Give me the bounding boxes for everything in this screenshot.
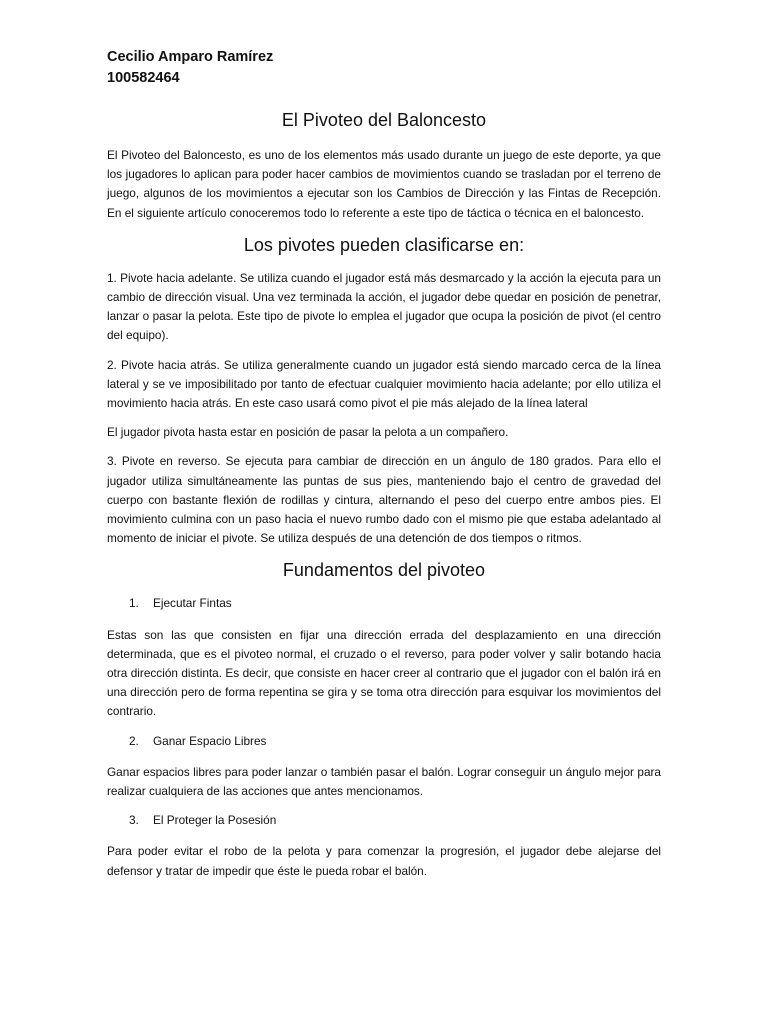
list-number: 3. — [129, 813, 139, 828]
intro-paragraph: El Pivoteo del Baloncesto, es uno de los elementos más usado durante un juego de este deporte, ya que los jugadores lo aplican para poder hacer cambios de movimientos cuando se trasladan por el terreno de juego, algunos de los movimientos a ejecutar son los Cambios de Dirección y las Fintas de Recepción. En el siguiente artículo conoceremos todo lo referente a este tipo de táctica o técnica en el baloncesto. — [107, 148, 661, 220]
list-label: Ganar Espacio Libres — [153, 733, 267, 748]
pivot-backward-paragraph: 2. Pivote hacia atrás. Se utiliza generalmente cuando un jugador está siendo marcado cerca de la línea lateral y se ve imposibilitado por tanto de efectuar cualquier movimiento hacia adelante; por ello utiliza el movimiento hacia atrás. En este caso usará como pivot el pie más alejado de la línea lateral — [107, 357, 661, 411]
list-label: Ejecutar Fintas — [153, 596, 232, 611]
fundamental-text-2: Ganar espacios libres para poder lanzar o también pasar el balón. Lograr conseguir un ángulo mejor para realizar cualquiera de las acciones que antes mencionamos. — [107, 764, 661, 799]
list-label: El Proteger la Posesión — [153, 813, 277, 828]
fundamental-text-3: Para poder evitar el robo de la pelota y para comenzar la progresión, el jugador debe alejarse del defensor y tratar de impedir que éste le pueda robar el balón. — [107, 844, 661, 878]
pivot-reverse-paragraph: 3. Pivote en reverso. Se ejecuta para cambiar de dirección en un ángulo de 180 grados. Para ello el jugador utiliza simultáneamente las puntas de sus pies, manteniendo bajo el centro de gravedad del cuerpo con bastante flexión de rodillas y cintura, alternando el peso del cuerpo entre ambos pies. El movimiento culmina con un paso hacia el nuevo rumbo dado con el mismo pie que estaba adelantado al momento de iniciar el pivote. Se utiliza después de una detención de dos tiempos o ritmos. — [107, 454, 661, 546]
fundamental-text-1: Estas son las que consisten en fijar una dirección errada del desplazamiento en una dirección determinada, que es el pivoteo normal, el cruzado o el reverso, para poder volver y salir botando hacia otra dirección distinta. Es decir, que consiste en hacer creer al contrario que el jugador con el balón irá en una dirección pero de forma repentina se gira y se toma otra dirección para esquivar los movimientos del contrario. — [107, 627, 661, 719]
pivot-pass-paragraph: El jugador pivota hasta estar en posición de pasar la pelota a un compañero. — [107, 425, 509, 440]
fundamental-item-2 — [107, 732, 661, 751]
document-title: El Pivoteo del Baloncesto — [281, 110, 487, 130]
section-heading-classification: Los pivotes pueden clasificarse en: — [243, 234, 525, 255]
list-number: 2. — [129, 733, 139, 748]
fundamental-item-1 — [107, 594, 661, 613]
list-number: 1. — [129, 596, 139, 611]
author-name: Cecilio Amparo Ramírez — [107, 49, 274, 65]
section-heading-fundamentals: Fundamentos del pivoteo — [282, 560, 486, 581]
fundamental-item-3 — [107, 811, 661, 830]
pivot-forward-paragraph: 1. Pivote hacia adelante. Se utiliza cuando el jugador está más desmarcado y la acción la ejecuta para un cambio de dirección visual. Una vez terminada la acción, el jugador debe quedar en posición de penetrar, lanzar o pasar la pelota. Este tipo de pivote lo emplea el jugador que ocupa la posición de pivot (el centro del equipo). — [107, 270, 661, 343]
student-id: 100582464 — [107, 70, 180, 86]
